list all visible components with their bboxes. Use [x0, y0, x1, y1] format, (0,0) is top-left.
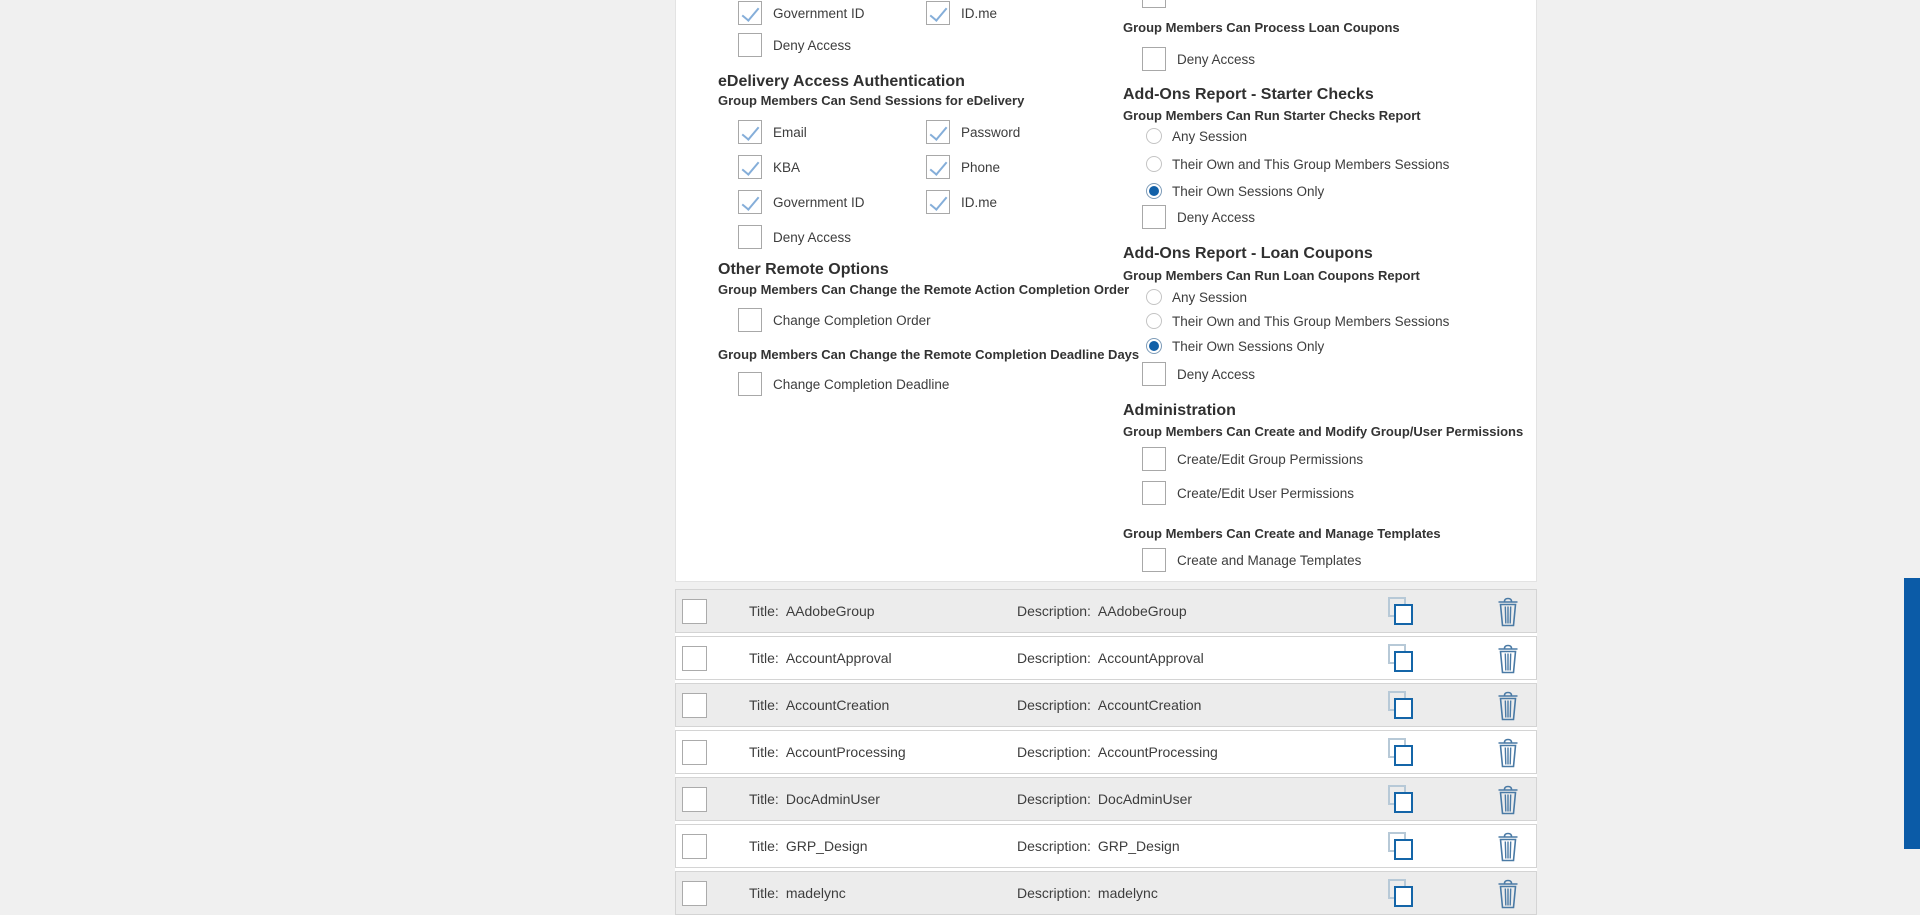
checkbox-email[interactable]	[738, 120, 807, 144]
radio-label: Their Own and This Group Members Sessions	[1172, 313, 1450, 329]
checkbox-idme-edelivery[interactable]	[926, 190, 997, 214]
description-label: Description:	[1017, 697, 1091, 713]
copy-icon[interactable]	[1388, 832, 1416, 862]
title-label: Title:	[749, 650, 779, 666]
checkbox-create-edit-group-permissions[interactable]	[1142, 447, 1363, 471]
group-description	[1017, 650, 1204, 666]
group-row-accountapproval[interactable]	[675, 636, 1537, 680]
radio-label: Any Session	[1172, 128, 1248, 144]
checkbox-label: Password	[961, 124, 1021, 140]
radio-loan-own-and-group[interactable]	[1146, 312, 1449, 330]
checkbox-icon[interactable]	[1142, 447, 1166, 471]
description-value: DocAdminUser	[1097, 791, 1193, 807]
group-row-accountprocessing[interactable]	[675, 730, 1537, 774]
checkbox-label: Create/Edit Group Permissions	[1177, 451, 1364, 467]
checkbox-icon[interactable]	[738, 1, 762, 25]
group-row-madelync[interactable]	[675, 871, 1537, 915]
group-row-accountcreation[interactable]	[675, 683, 1537, 727]
checkbox-icon[interactable]	[1142, 481, 1166, 505]
checkbox-cutoff-top[interactable]	[1142, 0, 1166, 8]
checkbox-label: Change Completion Order	[773, 312, 931, 328]
group-row-aadobegroup[interactable]	[675, 589, 1537, 633]
description-value: AccountApproval	[1097, 650, 1204, 666]
checkbox-create-manage-templates[interactable]	[1142, 548, 1361, 572]
checkbox-label: Deny Access	[1177, 209, 1256, 225]
subheading-process-loan-coupons: Group Members Can Process Loan Coupons	[1123, 20, 1400, 35]
trash-icon[interactable]	[1496, 832, 1520, 862]
title-label: Title:	[749, 838, 779, 854]
checkbox-icon[interactable]	[1142, 362, 1166, 386]
checkbox-icon[interactable]	[738, 190, 762, 214]
checkbox-icon[interactable]	[738, 308, 762, 332]
trash-icon[interactable]	[1496, 738, 1520, 768]
checkbox-label: Government ID	[773, 194, 865, 210]
description-label: Description:	[1017, 791, 1091, 807]
radio-starter-own-and-group[interactable]	[1146, 155, 1449, 173]
checkbox-label: Government ID	[773, 5, 865, 21]
group-row-docadminuser[interactable]	[675, 777, 1537, 821]
checkbox-icon[interactable]	[1142, 205, 1166, 229]
copy-icon[interactable]	[1388, 738, 1416, 768]
checkbox-icon[interactable]	[926, 190, 950, 214]
checkbox-change-completion-order[interactable]	[738, 308, 931, 332]
section-heading-loan-coupons: Add-Ons Report - Loan Coupons	[1123, 245, 1373, 262]
group-title	[749, 838, 868, 854]
group-title	[749, 791, 880, 807]
copy-icon[interactable]	[1388, 691, 1416, 721]
description-value: AccountProcessing	[1097, 744, 1218, 760]
title-value: AAdobeGroup	[785, 603, 875, 619]
row-select-checkbox[interactable]	[682, 740, 707, 765]
checkbox-label: Deny Access	[773, 37, 852, 53]
groups-list	[675, 589, 1537, 901]
checkbox-icon[interactable]	[738, 372, 762, 396]
row-select-checkbox[interactable]	[682, 693, 707, 718]
radio-loan-any-session[interactable]	[1146, 288, 1247, 306]
vertical-scrollbar-thumb[interactable]	[1904, 578, 1920, 849]
checkbox-deny-access-loan[interactable]	[1142, 362, 1255, 386]
checkbox-government-id-edelivery[interactable]	[738, 190, 865, 214]
checkbox-icon[interactable]	[738, 33, 762, 57]
checkbox-label: Change Completion Deadline	[773, 376, 950, 392]
checkbox-label: Phone	[961, 159, 1001, 175]
description-value: AccountCreation	[1097, 697, 1202, 713]
checkbox-idme-top[interactable]	[926, 1, 997, 25]
checkbox-deny-access-top[interactable]	[738, 33, 851, 57]
copy-icon[interactable]	[1388, 644, 1416, 674]
description-label: Description:	[1017, 603, 1091, 619]
checkbox-label: Deny Access	[1177, 51, 1256, 67]
radio-icon[interactable]	[1146, 183, 1162, 199]
description-label: Description:	[1017, 650, 1091, 666]
radio-starter-own-only[interactable]	[1146, 182, 1324, 200]
row-select-checkbox[interactable]	[682, 834, 707, 859]
row-select-checkbox[interactable]	[682, 646, 707, 671]
title-label: Title:	[749, 603, 779, 619]
trash-icon[interactable]	[1496, 644, 1520, 674]
group-description	[1017, 603, 1187, 619]
checkbox-icon[interactable]	[926, 120, 950, 144]
checkbox-label: ID.me	[961, 5, 998, 21]
subheading-modify-permissions: Group Members Can Create and Modify Group/User Permissions	[1123, 424, 1524, 439]
checkbox-icon[interactable]	[1142, 47, 1166, 71]
permissions-panel	[675, 0, 1537, 582]
checkbox-kba[interactable]	[738, 155, 800, 179]
group-title	[749, 603, 875, 619]
title-value: GRP_Design	[785, 838, 868, 854]
title-label: Title:	[749, 885, 779, 901]
radio-icon[interactable]	[1146, 313, 1162, 329]
trash-icon[interactable]	[1496, 691, 1520, 721]
checkbox-create-edit-user-permissions[interactable]	[1142, 481, 1354, 505]
checkbox-label: ID.me	[961, 194, 998, 210]
description-value: madelync	[1097, 885, 1158, 901]
group-title	[749, 650, 892, 666]
section-heading-starter-checks: Add-Ons Report - Starter Checks	[1123, 86, 1374, 103]
row-select-checkbox[interactable]	[682, 599, 707, 624]
radio-label: Their Own Sessions Only	[1172, 338, 1325, 354]
title-label: Title:	[749, 744, 779, 760]
copy-icon[interactable]	[1388, 597, 1416, 627]
group-description	[1017, 885, 1158, 901]
description-label: Description:	[1017, 885, 1091, 901]
description-label: Description:	[1017, 838, 1091, 854]
subheading-run-loan-coupons: Group Members Can Run Loan Coupons Report	[1123, 268, 1420, 283]
subheading-run-starter-checks: Group Members Can Run Starter Checks Report	[1123, 108, 1421, 123]
group-description	[1017, 697, 1201, 713]
checkbox-label: Create and Manage Templates	[1177, 552, 1362, 568]
subheading-change-completion-order: Group Members Can Change the Remote Action Completion Order	[718, 282, 1130, 297]
title-value: AccountProcessing	[785, 744, 906, 760]
checkbox-label: Create/Edit User Permissions	[1177, 485, 1355, 501]
row-select-checkbox[interactable]	[682, 787, 707, 812]
trash-icon[interactable]	[1496, 597, 1520, 627]
radio-starter-any-session[interactable]	[1146, 127, 1247, 145]
description-label: Description:	[1017, 744, 1091, 760]
checkbox-deny-access-process-loan[interactable]	[1142, 47, 1255, 71]
checkbox-label: Deny Access	[1177, 366, 1256, 382]
checkbox-icon[interactable]	[1142, 548, 1166, 572]
trash-icon[interactable]	[1496, 785, 1520, 815]
subheading-send-sessions-edelivery: Group Members Can Send Sessions for eDelivery	[718, 93, 1025, 108]
title-value: madelync	[785, 885, 846, 901]
radio-icon[interactable]	[1146, 338, 1162, 354]
description-value: GRP_Design	[1097, 838, 1180, 854]
radio-label: Their Own Sessions Only	[1172, 183, 1325, 199]
subheading-manage-templates: Group Members Can Create and Manage Templates	[1123, 526, 1441, 541]
section-heading-other-remote: Other Remote Options	[718, 261, 889, 278]
section-heading-edelivery: eDelivery Access Authentication	[718, 73, 965, 90]
checkbox-icon[interactable]	[738, 120, 762, 144]
section-heading-administration: Administration	[1123, 402, 1236, 419]
copy-icon[interactable]	[1388, 785, 1416, 815]
checkbox-deny-access-starter[interactable]	[1142, 205, 1255, 229]
checkbox-phone[interactable]	[926, 155, 1000, 179]
group-title	[749, 697, 889, 713]
checkbox-deny-access-edelivery[interactable]	[738, 225, 851, 249]
checkbox-icon[interactable]	[738, 225, 762, 249]
description-value: AAdobeGroup	[1097, 603, 1187, 619]
title-value: DocAdminUser	[785, 791, 880, 807]
title-value: AccountCreation	[785, 697, 890, 713]
checkbox-icon[interactable]	[926, 155, 950, 179]
radio-icon[interactable]	[1146, 289, 1162, 305]
group-description	[1017, 838, 1180, 854]
title-value: AccountApproval	[785, 650, 892, 666]
copy-icon[interactable]	[1388, 879, 1416, 909]
checkbox-password[interactable]	[926, 120, 1020, 144]
group-description	[1017, 744, 1218, 760]
radio-label: Their Own and This Group Members Sessions	[1172, 156, 1450, 172]
title-label: Title:	[749, 697, 779, 713]
group-title	[749, 885, 846, 901]
radio-icon[interactable]	[1146, 128, 1162, 144]
checkbox-label: KBA	[773, 159, 801, 175]
title-label: Title:	[749, 791, 779, 807]
checkbox-government-id-top[interactable]	[738, 1, 865, 25]
radio-loan-own-only[interactable]	[1146, 337, 1324, 355]
checkbox-icon[interactable]	[1142, 0, 1166, 8]
radio-label: Any Session	[1172, 289, 1248, 305]
group-row-grp-design[interactable]	[675, 824, 1537, 868]
checkbox-label: Email	[773, 124, 807, 140]
checkbox-change-completion-deadline[interactable]	[738, 372, 949, 396]
radio-icon[interactable]	[1146, 156, 1162, 172]
row-select-checkbox[interactable]	[682, 881, 707, 906]
subheading-change-completion-deadline: Group Members Can Change the Remote Completion Deadline Days	[718, 347, 1140, 362]
group-title	[749, 744, 906, 760]
trash-icon[interactable]	[1496, 879, 1520, 909]
group-description	[1017, 791, 1192, 807]
checkbox-icon[interactable]	[738, 155, 762, 179]
checkbox-icon[interactable]	[926, 1, 950, 25]
checkbox-label: Deny Access	[773, 229, 852, 245]
